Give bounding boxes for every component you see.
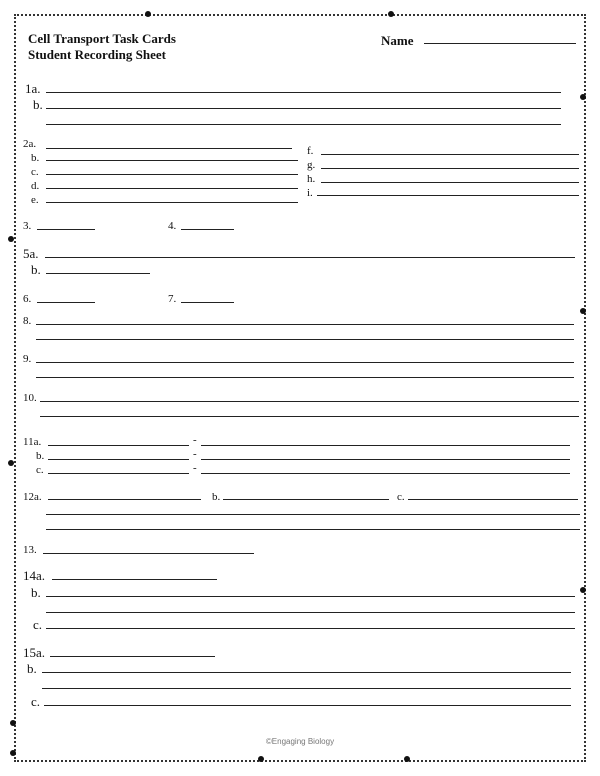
q11b-answer-line-right[interactable]	[201, 459, 570, 460]
q1a-answer-line[interactable]	[46, 92, 561, 93]
q15a-answer-line[interactable]	[50, 656, 215, 657]
q11b-dash: -	[193, 448, 197, 460]
q14b-answer-line[interactable]	[46, 596, 575, 597]
q12a-label: 12a.	[23, 491, 42, 503]
q12b-answer-line[interactable]	[223, 499, 389, 500]
q14a-answer-line[interactable]	[52, 579, 217, 580]
q15b-answer-line[interactable]	[42, 688, 571, 689]
q12a-answer-line[interactable]	[48, 499, 201, 500]
decorative-dot	[8, 236, 14, 242]
q2f-answer-line[interactable]	[321, 154, 579, 155]
q15b-label: b.	[27, 661, 37, 676]
q11a-answer-line[interactable]	[48, 445, 189, 446]
q5a-answer-line[interactable]	[45, 257, 575, 258]
decorative-dot	[580, 94, 586, 100]
q12-answer-line[interactable]	[46, 514, 580, 515]
q2a-label: 2a.	[23, 138, 37, 150]
q11b-answer-line[interactable]	[48, 459, 189, 460]
decorative-dot	[404, 756, 410, 762]
decorative-dot	[8, 460, 14, 466]
decorative-dot	[388, 11, 394, 17]
q11c-label: c.	[36, 464, 44, 476]
name-label: Name	[381, 33, 414, 48]
q15b-answer-line[interactable]	[42, 672, 571, 673]
q2h-answer-line[interactable]	[321, 182, 579, 183]
q2g-label: g.	[307, 159, 316, 171]
copyright-footer: ©Engaging Biology	[265, 737, 335, 746]
dotted-border	[14, 14, 586, 762]
q14c-answer-line[interactable]	[46, 628, 575, 629]
worksheet-subtitle: Student Recording Sheet	[28, 47, 166, 62]
q2d-label: d.	[31, 180, 40, 192]
q4-answer-line[interactable]	[181, 229, 234, 230]
q9-answer-line[interactable]	[36, 377, 574, 378]
q2e-answer-line[interactable]	[46, 202, 298, 203]
worksheet-title: Cell Transport Task Cards	[28, 31, 176, 46]
q5b-label: b.	[31, 262, 41, 277]
q12b-label: b.	[212, 491, 221, 503]
q2b-label: b.	[31, 152, 40, 164]
q15a-label: 15a.	[23, 645, 46, 660]
q12-answer-line[interactable]	[46, 529, 580, 530]
q11a-label: 11a.	[23, 436, 42, 448]
q3-label: 3.	[23, 220, 32, 232]
q12c-answer-line[interactable]	[408, 499, 578, 500]
decorative-dot	[258, 756, 264, 762]
q2b-answer-line[interactable]	[46, 160, 298, 161]
q11c-dash: -	[193, 462, 197, 474]
q2g-answer-line[interactable]	[321, 168, 579, 169]
q2d-answer-line[interactable]	[46, 188, 298, 189]
decorative-dot	[10, 750, 16, 756]
q5b-answer-line[interactable]	[46, 273, 150, 274]
q14c-label: c.	[33, 617, 43, 632]
q5a-label: 5a.	[23, 246, 39, 261]
q1b-label: b.	[33, 97, 43, 112]
q12c-label: c.	[397, 491, 405, 503]
q2h-label: h.	[307, 173, 316, 185]
q9-label: 9.	[23, 353, 32, 365]
decorative-dot	[580, 308, 586, 314]
decorative-dot	[10, 720, 16, 726]
q13-label: 13.	[23, 544, 37, 556]
q2c-label: c.	[31, 166, 39, 178]
q2i-label: i.	[307, 187, 313, 199]
q2c-answer-line[interactable]	[46, 174, 298, 175]
q6-label: 6.	[23, 293, 32, 305]
q15c-label: c.	[31, 694, 41, 709]
q1a-label: 1a.	[25, 81, 41, 96]
q8-answer-line[interactable]	[36, 324, 574, 325]
decorative-dot	[145, 11, 151, 17]
q2f-label: f.	[307, 145, 314, 157]
q1b-answer-line[interactable]	[46, 124, 561, 125]
q14b-answer-line[interactable]	[46, 612, 575, 613]
q15c-answer-line[interactable]	[44, 705, 571, 706]
q9-answer-line[interactable]	[36, 362, 574, 363]
q2e-label: e.	[31, 194, 39, 206]
q1b-answer-line[interactable]	[46, 108, 561, 109]
q14b-label: b.	[31, 585, 41, 600]
q10-label: 10.	[23, 392, 37, 404]
q2i-answer-line[interactable]	[317, 195, 579, 196]
q6-answer-line[interactable]	[37, 302, 95, 303]
q4-label: 4.	[168, 220, 177, 232]
q7-answer-line[interactable]	[181, 302, 234, 303]
q11b-label: b.	[36, 450, 45, 462]
q2a-answer-line[interactable]	[46, 148, 292, 149]
q11c-answer-line-right[interactable]	[201, 473, 570, 474]
name-field[interactable]	[424, 43, 576, 44]
decorative-dot	[580, 587, 586, 593]
q11a-dash: -	[193, 434, 197, 446]
q8-answer-line[interactable]	[36, 339, 574, 340]
q10-answer-line[interactable]	[40, 416, 579, 417]
q10-answer-line[interactable]	[40, 401, 579, 402]
q8-label: 8.	[23, 315, 32, 327]
q7-label: 7.	[168, 293, 177, 305]
q3-answer-line[interactable]	[37, 229, 95, 230]
q11c-answer-line[interactable]	[48, 473, 189, 474]
q14a-label: 14a.	[23, 568, 46, 583]
q11a-answer-line-right[interactable]	[201, 445, 570, 446]
q13-answer-line[interactable]	[43, 553, 254, 554]
